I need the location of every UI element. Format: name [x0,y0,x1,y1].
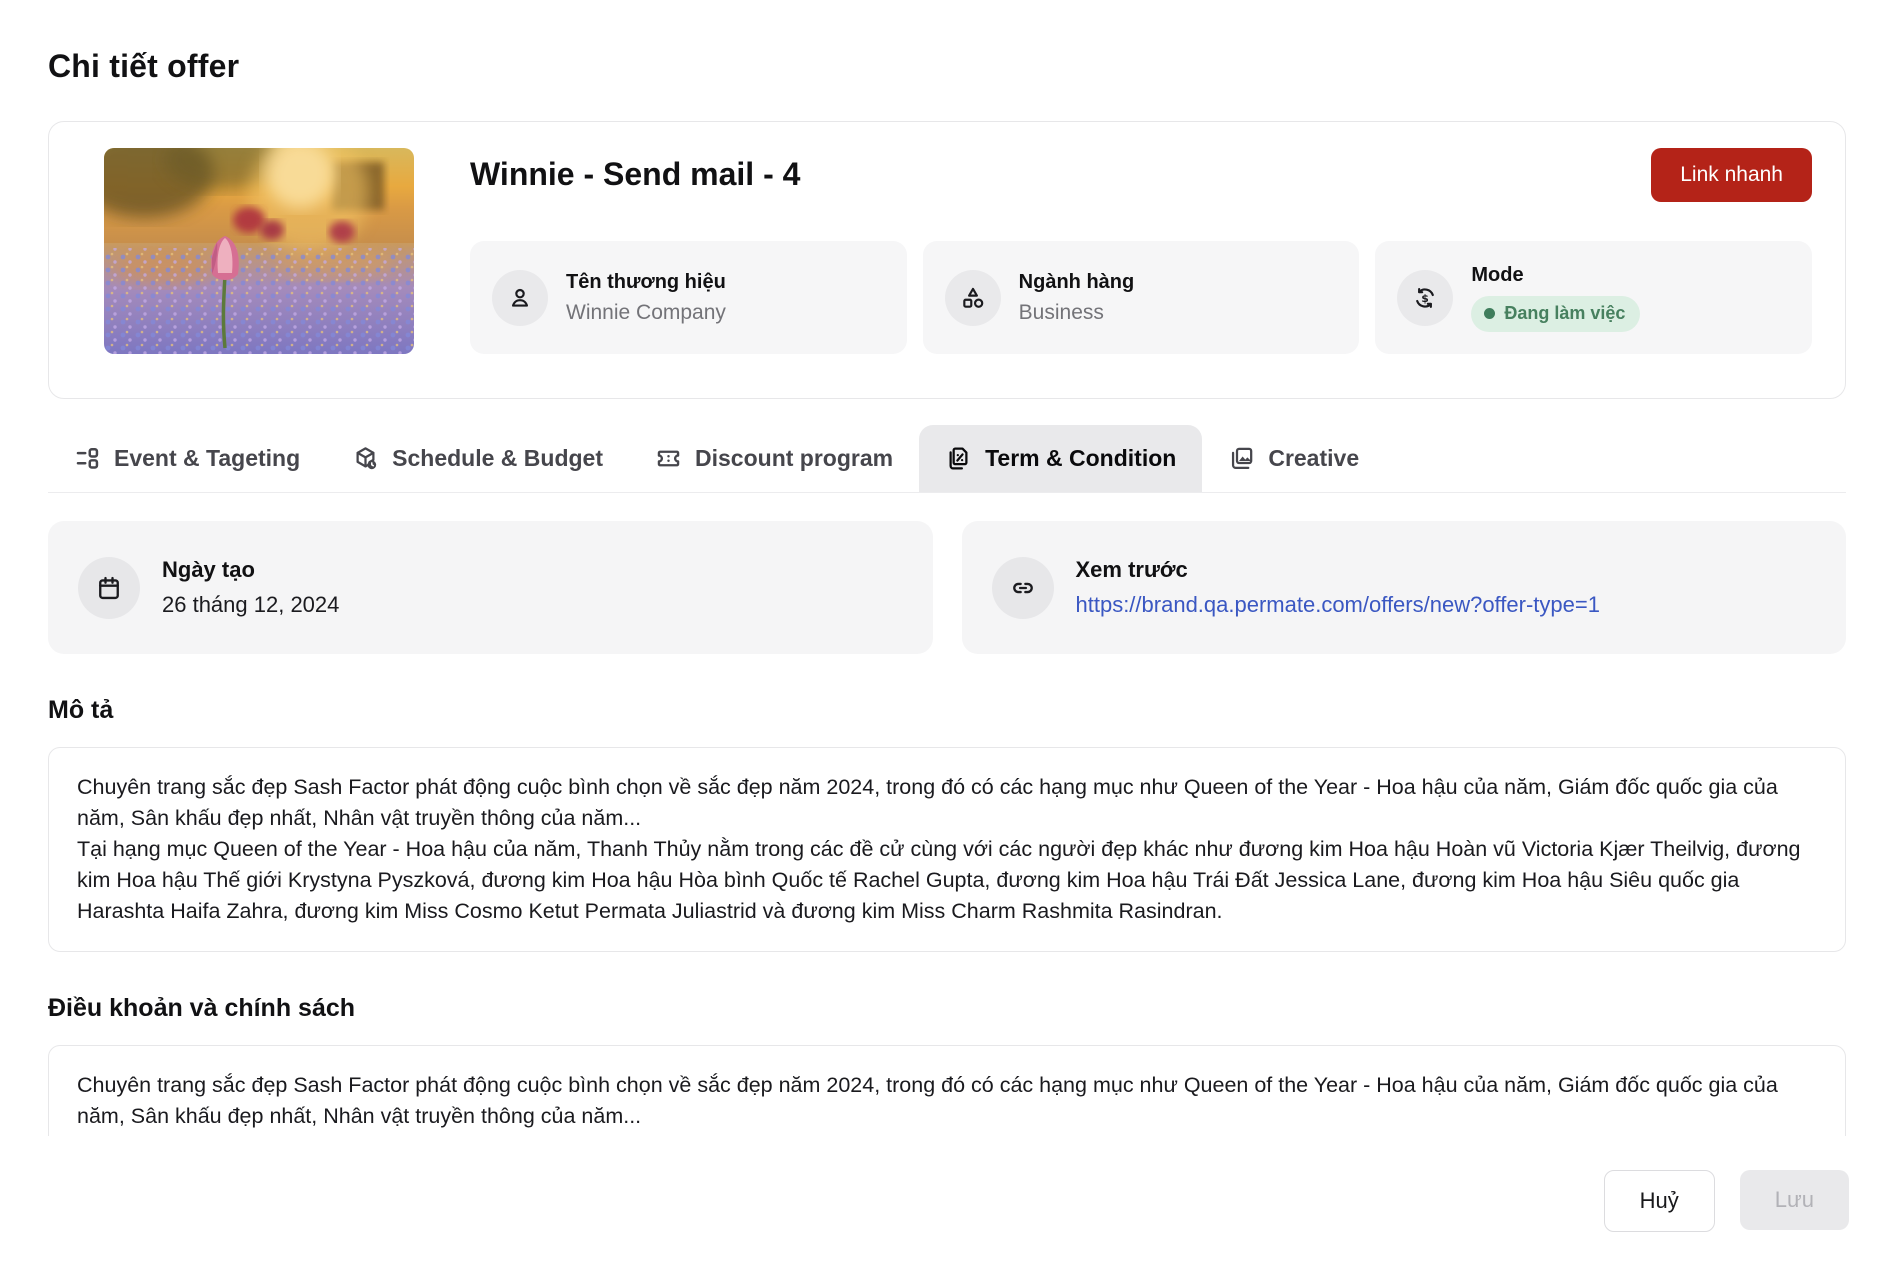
brand-name-box [470,241,907,354]
tab-discount-program[interactable] [629,425,919,492]
description-paragraph-2: Tại hạng mục Queen of the Year - Hoa hậu của năm, Thanh Thủy nằm trong các đề cử cùng với các người đẹp khác như đương kim Hoa hậu Hoàn vũ Victoria Kjær Theilvig, đương kim Hoa hậu Thế giới Krystyna Pyszková, đương kim Hoa hậu Hòa bình Quốc tế Rachel Gupta, đương kim Hoa hậu Trái Đất Jessica Lane, đương kim Hoa hậu Siêu quốc gia Harashta Haifa Zahra, đương kim Miss Cosmo Ketut Permata Juliastrid và đương kim Miss Charm Rashmita Rasindran. [77,837,1801,923]
save-button[interactable]: Lưu [1740,1170,1849,1230]
status-badge [1471,296,1640,332]
created-date-value: 26 tháng 12, 2024 [162,592,340,617]
image-stack-icon [1228,445,1255,472]
industry-box [923,241,1360,354]
tab-label: Event & Tageting [114,445,301,471]
created-date-box [48,521,933,654]
footer-action-bar [0,1136,1894,1286]
tab-label: Schedule & Budget [392,445,604,471]
link-icon [992,557,1054,619]
file-percent-icon [945,445,972,472]
user-icon [492,270,548,326]
quick-link-button[interactable]: Link nhanh [1651,148,1812,202]
currency-sync-icon [1397,270,1453,326]
tab-schedule-budget[interactable] [326,425,629,492]
category-icon [945,270,1001,326]
status-dot-icon [1484,308,1495,319]
offer-header-card [48,121,1846,399]
cancel-button[interactable]: Huỷ [1604,1170,1715,1232]
mode-box [1375,241,1812,354]
tab-label: Discount program [695,445,894,471]
terms-heading: Điều khoản và chính sách [48,994,356,1022]
page-title: Chi tiết offer [48,48,240,84]
preview-box [962,521,1847,654]
svg-text:$: $ [1421,291,1430,305]
tab-label: Term & Condition [985,445,1177,471]
offer-tabs [48,425,1846,493]
created-date-label: Ngày tạo [162,557,255,582]
industry-label: Ngành hàng [1018,270,1135,293]
brand-name-value: Winnie Company [566,300,726,324]
ticket-icon [655,445,682,472]
tab-label: Creative [1268,445,1360,471]
industry-value: Business [1018,300,1104,324]
offer-thumbnail-image [104,148,414,354]
layout-list-icon [74,445,101,472]
preview-label: Xem trước [1075,557,1188,582]
tab-event-targeting[interactable] [48,425,326,492]
tab-creative[interactable] [1202,425,1385,492]
calendar-icon [78,557,140,619]
description-panel [48,747,1846,952]
terms-content: Chuyên trang sắc đẹp Sash Factor phát động cuộc bình chọn về sắc đẹp năm 2024, trong đó có các hạng mục như Queen of the Year - Hoa hậu của năm, Giám đốc quốc gia của năm, Sân khấu đẹp nhất, Nhân vật truyền thông của năm... [77,1073,1778,1128]
mode-label: Mode [1471,263,1524,286]
offer-info-row [470,241,1812,354]
description-heading: Mô tả [48,696,114,724]
preview-url-link[interactable]: https://brand.qa.permate.com/offers/new?offer-type=1 [1075,592,1600,617]
tab-term-condition[interactable] [919,425,1202,492]
box-clock-icon [352,445,379,472]
offer-title: Winnie - Send mail - 4 [470,156,801,192]
description-paragraph-1: Chuyên trang sắc đẹp Sash Factor phát động cuộc bình chọn về sắc đẹp năm 2024, trong đó có các hạng mục như Queen of the Year - Hoa hậu của năm, Giám đốc quốc gia của năm, Sân khấu đẹp nhất, Nhân vật truyền thông của năm... [77,775,1778,830]
status-badge-text: Đang làm việc [1504,302,1626,323]
offer-main [470,148,1812,354]
brand-name-label: Tên thương hiệu [566,270,726,293]
meta-row [48,521,1846,654]
